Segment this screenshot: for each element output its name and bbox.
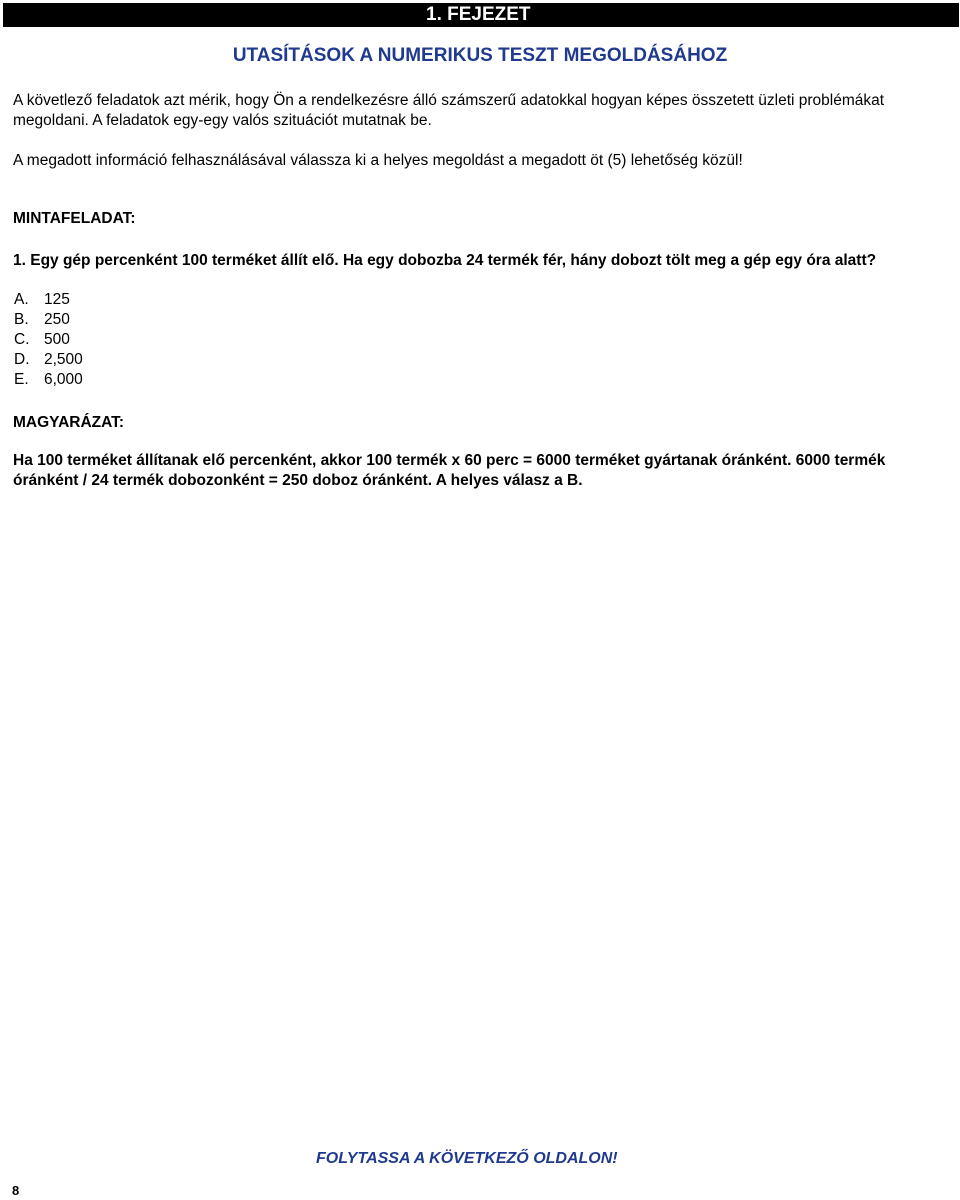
option-letter: A.	[14, 291, 29, 308]
continue-next-page-note: FOLYTASSA A KÖVETKEZŐ OLDALON!	[316, 1150, 618, 1167]
option-letter: B.	[14, 311, 29, 328]
option-letter: D.	[14, 351, 30, 368]
option-letter: C.	[14, 331, 30, 348]
page-number: 8	[12, 1183, 20, 1198]
option-value: 6,000	[44, 371, 83, 388]
explanation-label: MAGYARÁZAT:	[13, 414, 125, 431]
option-value: 250	[44, 311, 70, 328]
option-letter: E.	[14, 371, 29, 388]
explanation-paragraph: Ha 100 terméket állítanak elő percenként, akkor 100 termék x 60 perc = 6000 terméket gyártanak óránként. 6000 termék óránként / 24 termék dobozonként = 250 doboz óránként. A helyes válasz a B.	[13, 452, 886, 489]
option-value: 2,500	[44, 351, 83, 368]
answer-option-e	[14, 370, 83, 390]
sample-task-label: MINTAFELADAT:	[13, 210, 136, 227]
answer-option-c	[14, 330, 83, 350]
answer-option-d	[14, 350, 83, 370]
answer-option-b	[14, 310, 83, 330]
answer-option-a	[14, 290, 83, 310]
instruction-paragraph: A megadott információ felhasználásával válassza ki a helyes megoldást a megadott öt (5) lehetőség közül!	[13, 152, 743, 169]
answer-options	[14, 290, 83, 390]
page-title: UTASÍTÁSOK A NUMERIKUS TESZT MEGOLDÁSÁHOZ	[232, 45, 728, 66]
intro-paragraph: A követlező feladatok azt mérik, hogy Ön a rendelkezésre álló számszerű adatokkal hogyan képes összetett üzleti problémákat megoldani. A feladatok egy-egy valós szituációt mutatnak be.	[13, 92, 885, 129]
chapter-title: 1. FEJEZET	[426, 4, 531, 25]
chapter-header-bar	[3, 3, 959, 27]
option-value: 500	[44, 331, 70, 348]
sample-question: 1. Egy gép percenként 100 terméket állít elő. Ha egy dobozba 24 termék fér, hány dobozt tölt meg a gép egy óra alatt?	[13, 252, 877, 269]
option-value: 125	[44, 291, 70, 308]
